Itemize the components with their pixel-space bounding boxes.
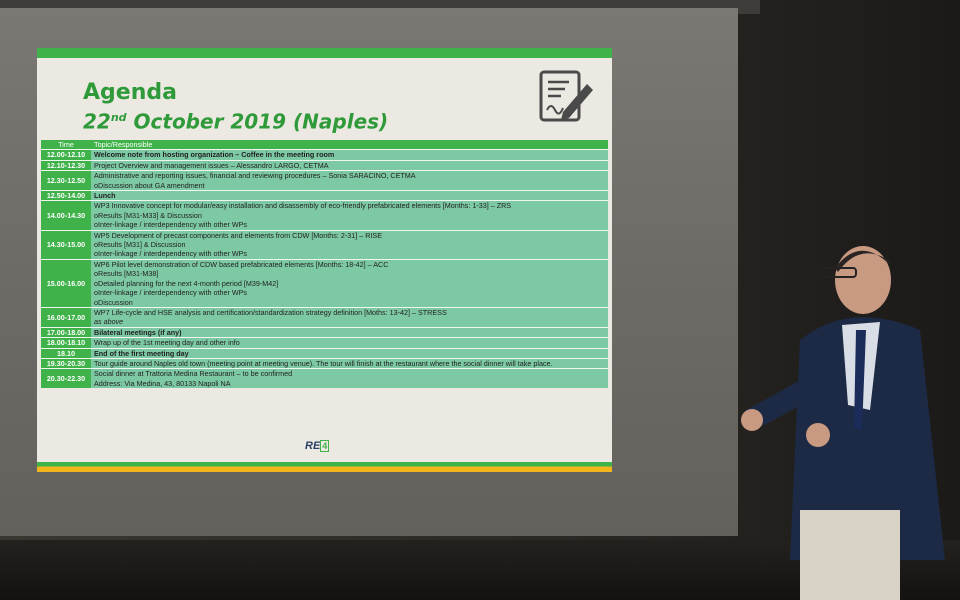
- agenda-time: 12.10-12.30: [41, 160, 91, 170]
- agenda-table: [41, 140, 608, 388]
- time-column-header: Time: [41, 140, 91, 150]
- agenda-topic: [91, 358, 608, 368]
- agenda-topic: [91, 338, 608, 348]
- agenda-topic-line: oResults [M31] & Discussion: [94, 240, 186, 250]
- agenda-topic: [91, 307, 608, 327]
- agenda-row: [41, 201, 608, 230]
- agenda-topic-line: WP3 Innovative concept for modular/easy installation and disassembly of eco-friendly prefabricated elements [Months: 1-33] – ZRS: [94, 201, 512, 211]
- agenda-row: [41, 160, 608, 170]
- agenda-time: 19.30-20.30: [41, 358, 91, 368]
- agenda-topic-line: oDetailed planning for the next 4-month period [M39-M42]: [94, 278, 279, 288]
- agenda-row: [41, 338, 608, 348]
- agenda-time: 18.00-18.10: [41, 338, 91, 348]
- agenda-time: 12.30-12.50: [41, 171, 91, 191]
- agenda-time: 17.00-18.00: [41, 327, 91, 337]
- agenda-row: [41, 369, 608, 388]
- agenda-topic: [91, 150, 608, 160]
- agenda-topic-line: WP6 Pilot level demonstration of CDW based prefabricated elements [Months: 18-42] – ACC: [94, 259, 389, 269]
- agenda-time: 18.10: [41, 348, 91, 358]
- agenda-time: 14.30-15.00: [41, 230, 91, 259]
- presenter: [730, 230, 960, 600]
- agenda-date: 22nd October 2019 (Naples): [83, 109, 389, 134]
- agenda-time: 14.00-14.30: [41, 201, 91, 230]
- agenda-time: 12.00-12.10: [41, 150, 91, 160]
- agenda-topic-line: WP5 Development of precast components and elements from CDW [Months: 2-31] – RISE: [94, 230, 383, 240]
- agenda-row: [41, 150, 608, 160]
- agenda-topic-line: Administrative and reporting issues, financial and reviewing procedures – Sonia SARACINO, CETMA: [94, 171, 416, 181]
- agenda-topic-line: Bilateral meetings (if any): [94, 327, 182, 337]
- agenda-topic: [91, 191, 608, 201]
- agenda-topic-line: Wrap up of the 1st meeting day and other info: [94, 338, 240, 348]
- agenda-topic-line: WP7 Life-cycle and HSE analysis and certification/standardization strategy definition [Moths: 13-42] – STRESS: [94, 307, 447, 317]
- agenda-topic: [91, 327, 608, 337]
- topic-column-header: Topic/Responsible: [91, 140, 608, 150]
- agenda-row: [41, 191, 608, 201]
- re4-logo: RE 4: [305, 440, 328, 452]
- agenda-time: 20.30-22.30: [41, 369, 91, 388]
- agenda-topic: [91, 259, 608, 307]
- agenda-topic-line: oInter-linkage / interdependency with other WPs: [94, 220, 248, 230]
- agenda-row: [41, 348, 608, 358]
- agenda-topic-line: oInter-linkage / interdependency with other WPs: [94, 249, 248, 259]
- agenda-time: 16.00-17.00: [41, 307, 91, 327]
- agenda-topic-line: Welcome note from hosting organization – Coffee in the meeting room: [94, 150, 335, 160]
- agenda-topic: [91, 348, 608, 358]
- agenda-row: [41, 171, 608, 191]
- agenda-row: [41, 230, 608, 259]
- agenda-topic-line: Social dinner at Trattoria Medina Restaurant – to be confirmed: [94, 369, 293, 379]
- document-signature-icon: [533, 68, 599, 126]
- agenda-topic: [91, 201, 608, 230]
- agenda-header-row: [41, 140, 608, 150]
- agenda-row: [41, 259, 608, 307]
- agenda-topic-line: oResults [M31-M33] & Discussion: [94, 210, 202, 220]
- agenda-topic-line: Lunch: [94, 191, 116, 201]
- agenda-topic-line: Tour guide around Naples old town (meeting point at meeting venue). The tour will finish at the restaurant where the social dinner will take place.: [94, 358, 553, 368]
- agenda-row: [41, 327, 608, 337]
- agenda-topic-line: oResults [M31-M38]: [94, 269, 159, 279]
- agenda-row: [41, 307, 608, 327]
- agenda-time: 15.00-16.00: [41, 259, 91, 307]
- agenda-topic-line: oDiscussion about GA amendment: [94, 180, 205, 190]
- agenda-topic: [91, 230, 608, 259]
- agenda-topic: [91, 369, 608, 388]
- agenda-topic-line: as above: [94, 317, 124, 327]
- projected-slide: [37, 48, 612, 472]
- slide-bottom-bar: [37, 462, 612, 472]
- slide-top-bar: [37, 48, 612, 58]
- agenda-topic-line: Project Overview and management issues – Alessandro LARGO, CETMA: [94, 160, 329, 170]
- agenda-time: 12.50-14.00: [41, 191, 91, 201]
- agenda-topic-line: oDiscussion: [94, 297, 133, 307]
- projector-screen: [0, 8, 738, 536]
- agenda-topic: [91, 160, 608, 170]
- agenda-topic-line: End of the first meeting day: [94, 348, 189, 358]
- agenda-topic-line: Address: Via Medina, 43, 80133 Napoli NA: [94, 378, 231, 388]
- agenda-heading: Agenda: [83, 80, 177, 105]
- agenda-body: [41, 150, 608, 388]
- agenda-topic: [91, 171, 608, 191]
- slide-title: [83, 80, 388, 134]
- agenda-row: [41, 358, 608, 368]
- agenda-topic-line: oInter-linkage / interdependency with other WPs: [94, 288, 248, 298]
